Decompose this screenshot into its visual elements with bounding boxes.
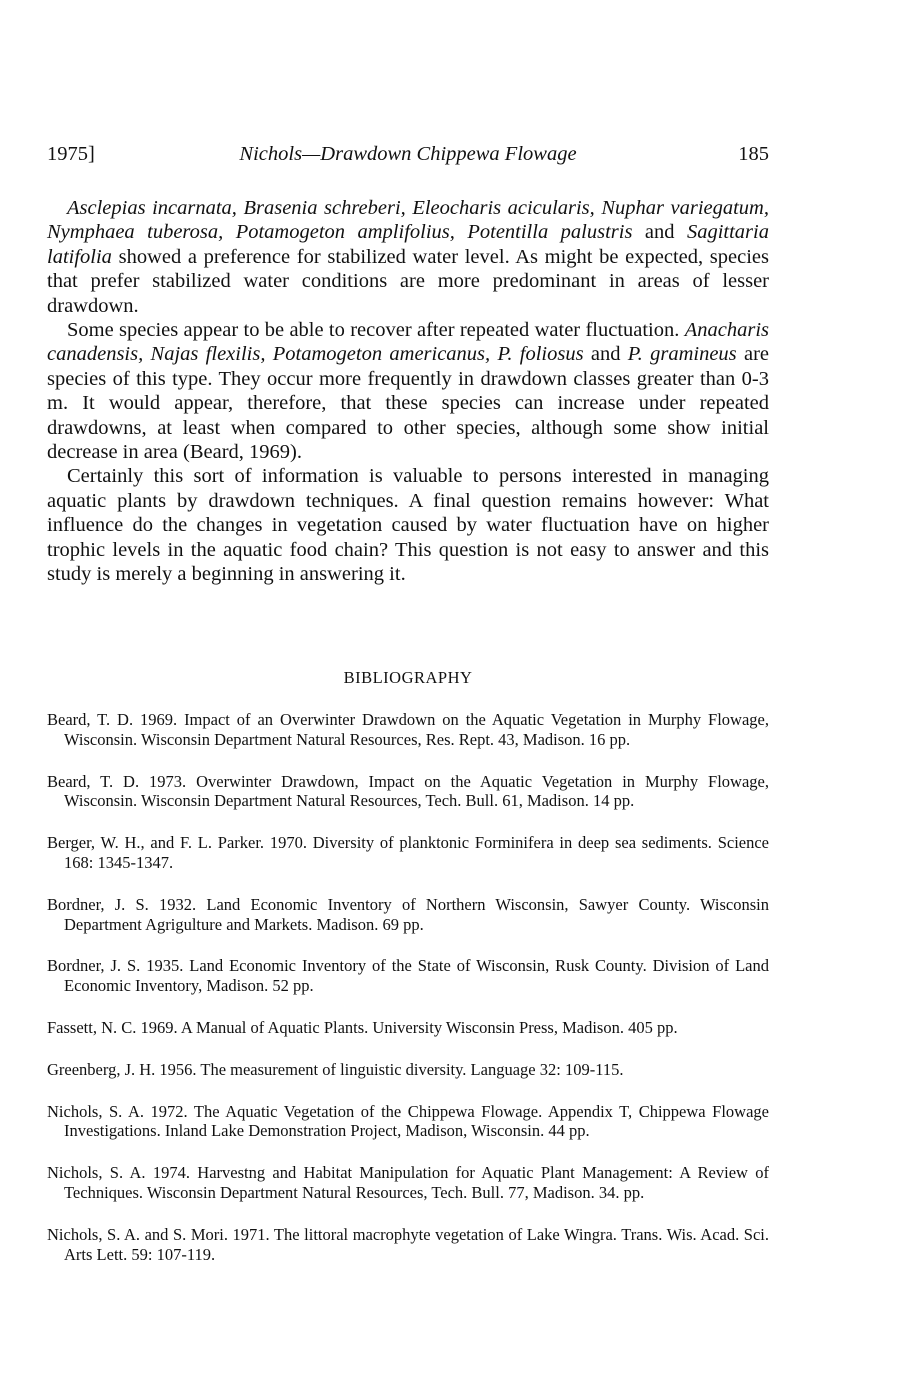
species-name: Sagittaria latifolia [47, 221, 769, 268]
reference-entry: Beard, T. D. 1973. Overwinter Drawdown, Impact on the Aquatic Vegetation in Murphy Flowage, Wisconsin. Wisconsin Department Natural Resources, Tech. Bull. 61, Madison. 14 pp. [47, 771, 769, 811]
reference-entry: Fassett, N. C. 1969. A Manual of Aquatic Plants. University Wisconsin Press, Madison. 405 pp. [47, 1017, 678, 1037]
header-title: Nichols—Drawdown Chippewa Flowage [239, 143, 577, 165]
species-name: P. gramineus [627, 343, 737, 366]
bibliography-heading: BIBLIOGRAPHY [343, 668, 473, 687]
paragraph-3 [47, 464, 769, 586]
bibliography-list [47, 710, 769, 1286]
text-segment: Certainly this sort of information is valuable to persons interested in managing aquatic plants by drawdown techniques. A final question remains however: What influence do the changes in vegetation caused by water fluctuation have on higher trophic levels in the aquatic food chain? This question is not easy to answer and this study is merely a beginning in answering it. [47, 465, 769, 586]
text-segment: and [632, 221, 687, 244]
paragraph-2 [47, 318, 769, 464]
reference-entry: Bordner, J. S. 1935. Land Economic Inventory of the State of Wisconsin, Rusk County. Division of Land Economic Inventory, Madison. 52 pp. [47, 956, 769, 996]
reference-entry: Nichols, S. A. 1972. The Aquatic Vegetation of the Chippewa Flowage. Appendix T, Chippewa Flowage Investigations. Inland Lake Demonstration Project, Madison, Wisconsin. 44 pp. [47, 1101, 769, 1141]
text-segment: are species of this type. They occur more frequently in drawdown classes greater than 0-3 m. It would appear, therefore, that these species can increase under repeated drawdowns, at least when compared to other species, although some show initial decrease in area (Beard, 1969). [47, 343, 770, 464]
reference-entry: Beard, T. D. 1969. Impact of an Overwinter Drawdown on the Aquatic Vegetation in Murphy Flowage, Wisconsin. Wisconsin Department Natural Resources, Res. Rept. 43, Madison. 16 pp. [47, 710, 769, 749]
species-list-1: Asclepias incarnata, Brasenia schreberi, Eleocharis acicularis, Nuphar variegatum, Nymphaea tuberosa, Potamogeton amplifolius, Potentilla palustris [47, 197, 769, 244]
reference-entry: Nichols, S. A. 1974. Harvestng and Habitat Manipulation for Aquatic Plant Management: A Review of Techniques. Wisconsin Department Natural Resources, Tech. Bull. 77, Madison. 34. pp. [47, 1163, 769, 1202]
text-segment: showed a preference for stabilized water level. As might be expected, species that prefer stabilized water conditions are more predominant in areas of lesser drawdown. [47, 245, 769, 317]
text-segment: Some species appear to be able to recover after repeated water fluctuation. [67, 319, 685, 342]
reference-entry: Nichols, S. A. and S. Mori. 1971. The littoral macrophyte vegetation of Lake Wingra. Trans. Wis. Acad. Sci. Arts Lett. 59: 107-119. [47, 1224, 769, 1264]
reference-entry: Bordner, J. S. 1932. Land Economic Inventory of Northern Wisconsin, Sawyer County. Wisconsin Department Agrigulture and Markets. Madison. 69 pp. [47, 894, 769, 934]
running-header [47, 143, 769, 173]
paragraph-1 [47, 196, 769, 318]
text-segment: and [583, 343, 628, 366]
reference-entry: Berger, W. H., and F. L. Parker. 1970. Diversity of planktonic Forminifera in deep sea sediments. Science 168: 1345-1347. [47, 833, 769, 872]
header-year: 1975] [47, 143, 95, 165]
reference-entry: Greenberg, J. H. 1956. The measurement of linguistic diversity. Language 32: 109-115. [47, 1059, 624, 1079]
species-list-2: Anacharis canadensis, Najas flexilis, Potamogeton americanus, P. foliosus [47, 319, 769, 366]
page-number: 185 [738, 143, 769, 165]
body-text [47, 196, 769, 587]
